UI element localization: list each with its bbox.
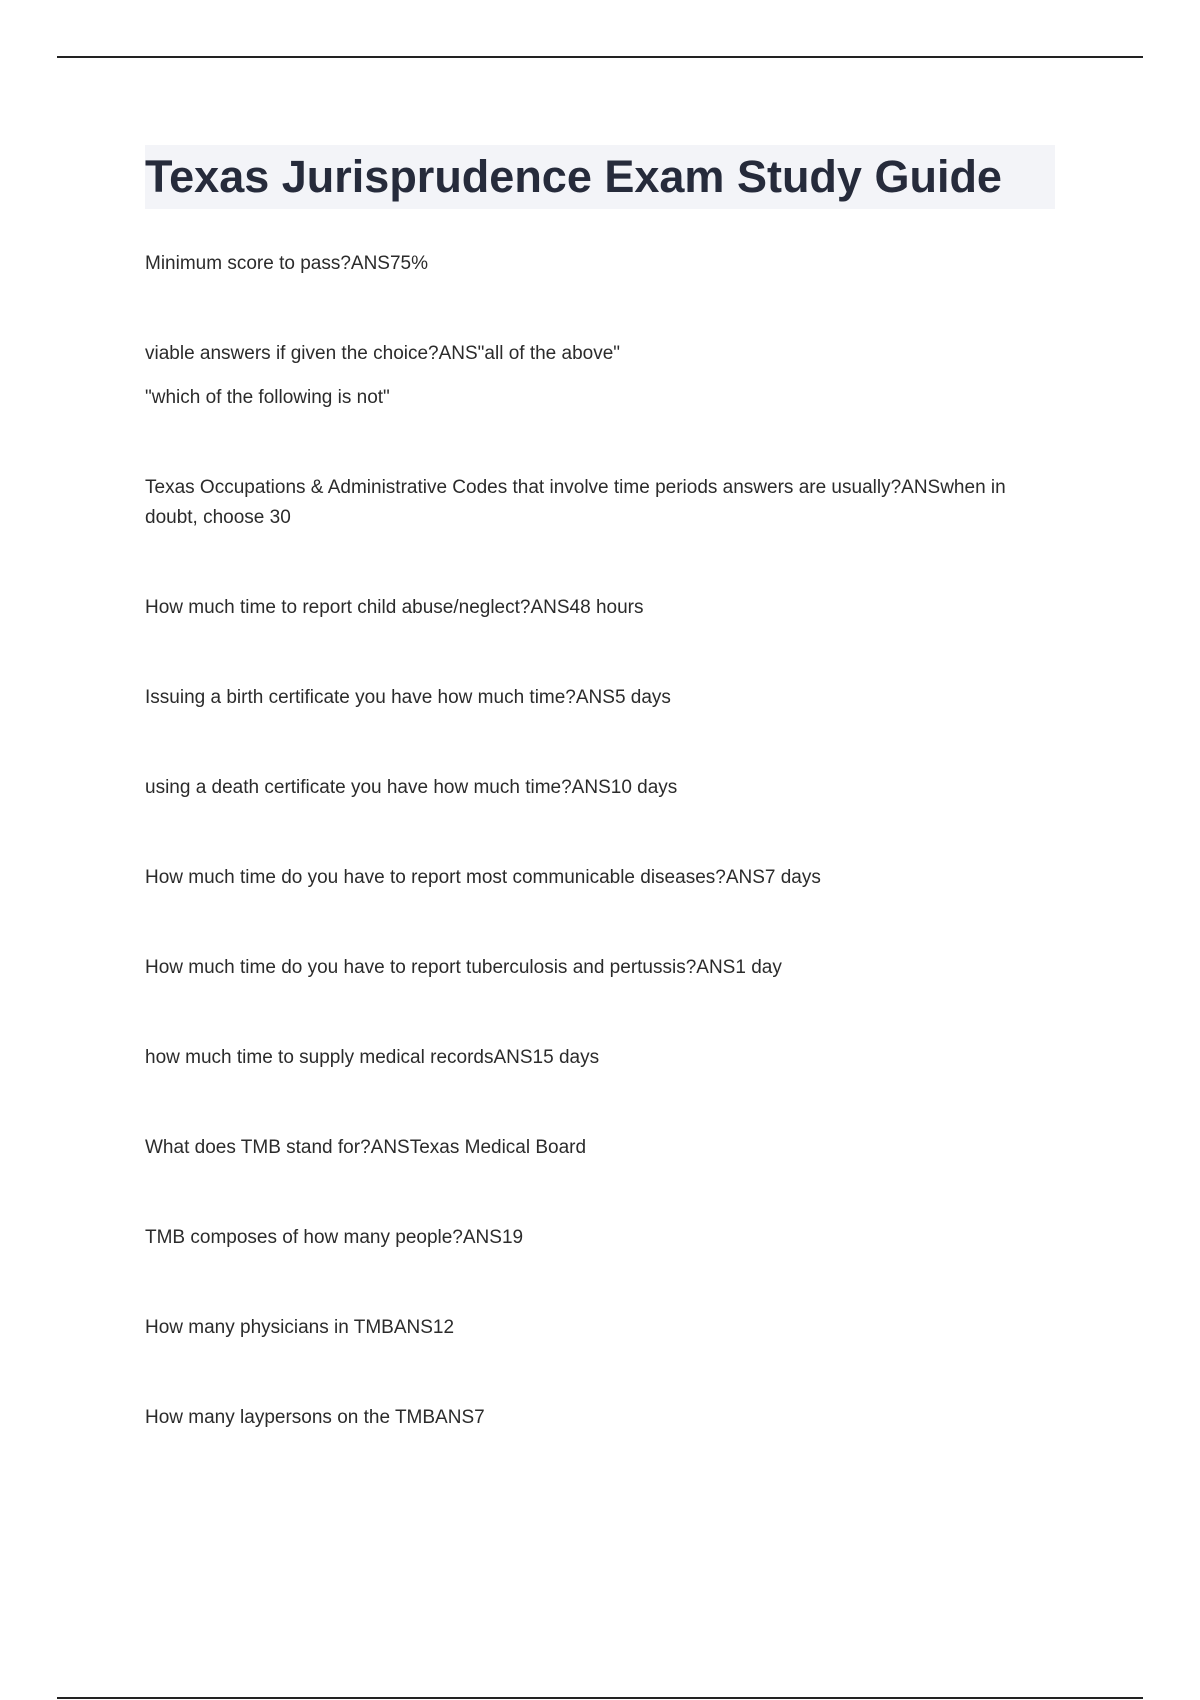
- qa-item: [145, 863, 1055, 893]
- qa-text: How many physicians in TMBANS12: [145, 1317, 455, 1338]
- qa-item: [145, 683, 1055, 713]
- qa-text: How much time do you have to report tuberculosis and pertussis?ANS1 day: [145, 957, 782, 978]
- qa-item: [145, 1133, 1055, 1163]
- qa-item: [145, 1043, 1055, 1073]
- qa-item: [145, 953, 1055, 983]
- document-title: Texas Jurisprudence Exam Study Guide: [145, 151, 1002, 202]
- qa-item: [145, 1403, 1055, 1433]
- qa-text: Minimum score to pass?ANS75%: [145, 253, 428, 274]
- qa-text: TMB composes of how many people?ANS19: [145, 1227, 524, 1248]
- qa-text-extra: "which of the following is not": [145, 387, 390, 408]
- qa-item: [145, 773, 1055, 803]
- qa-item: [145, 473, 1055, 533]
- document-body: [145, 145, 1055, 1493]
- qa-text: How much time to report child abuse/neglect?ANS48 hours: [145, 597, 644, 618]
- qa-text: viable answers if given the choice?ANS"all of the above": [145, 343, 621, 364]
- qa-item: [145, 249, 1055, 279]
- title-banner: [145, 145, 1055, 209]
- qa-item: [145, 339, 1055, 413]
- qa-item: [145, 593, 1055, 623]
- qa-text: Texas Occupations & Administrative Codes that involve time periods answers are usually?ANSwhen in doubt, choose 30: [145, 477, 1006, 528]
- top-rule: [57, 56, 1143, 58]
- qa-text: using a death certificate you have how much time?ANS10 days: [145, 777, 678, 798]
- qa-item: [145, 1313, 1055, 1343]
- qa-item: [145, 1223, 1055, 1253]
- qa-text: how much time to supply medical recordsANS15 days: [145, 1047, 600, 1068]
- qa-text: What does TMB stand for?ANSTexas Medical Board: [145, 1137, 587, 1158]
- qa-text: Issuing a birth certificate you have how much time?ANS5 days: [145, 687, 671, 708]
- bottom-rule: [57, 1697, 1143, 1699]
- qa-text: How much time do you have to report most communicable diseases?ANS7 days: [145, 867, 821, 888]
- qa-text: How many laypersons on the TMBANS7: [145, 1407, 485, 1428]
